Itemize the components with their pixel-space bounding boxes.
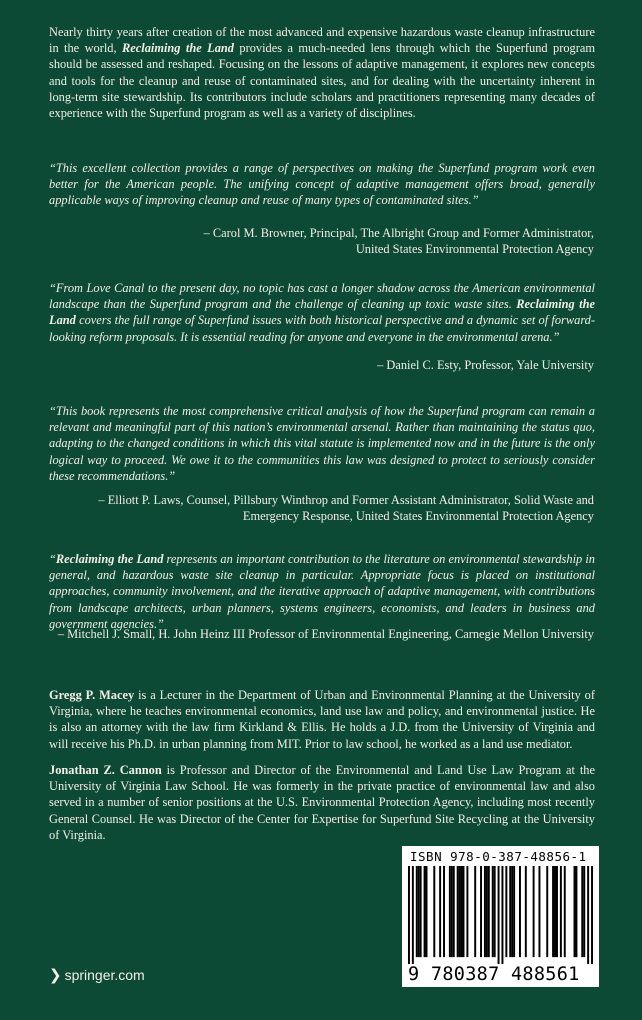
barcode-bar xyxy=(457,866,459,957)
barcode-bar xyxy=(560,866,562,957)
barcode-bar xyxy=(575,866,577,957)
barcode-bar xyxy=(509,866,511,957)
barcode-bar xyxy=(426,866,428,957)
barcode-bar xyxy=(451,866,453,957)
attribution-line: – Elliott P. Laws, Counsel, Pillsbury Winthrop and Former Assistant Administrator, Solid Waste and xyxy=(98,493,594,507)
barcode-bar xyxy=(486,866,488,957)
barcode-bar xyxy=(416,866,418,957)
barcode-bar xyxy=(463,866,465,957)
quote-text: represents an important contribution to the literature on environmental stewardship in general, and hazardous waste site cleanup in particular. Appropriate focus is placed on institutional approaches, community involvement, and the iterative approach of adaptive management, with contributions from landscape architects, urban planners, systems engineers, economists, and leaders in business and government agencies.” xyxy=(49,552,595,631)
book-title-ref: Reclaiming the Land xyxy=(121,41,234,56)
endorsement-quote-small xyxy=(49,551,595,632)
attribution-line: – Carol M. Browner, Principal, The Albright Group and Former Administrator, xyxy=(203,226,594,240)
ean-digits: 9 780387 488561 xyxy=(408,964,580,985)
barcode-bar xyxy=(538,866,540,957)
barcode-bar xyxy=(439,866,441,957)
barcode-bar xyxy=(488,866,490,957)
endorsement-attribution-small xyxy=(34,626,594,642)
attribution-line: Emergency Response, United States Environmental Protection Agency xyxy=(242,509,594,524)
bio-text: is a Lecturer in the Department of Urban and Environmental Planning at the University of Virginia, where he teaches environmental economics, land use law and policy, and environmental justice. He is also an attorney with the law firm Kirkland & Ellis. He holds a J.D. from the University of Virginia and will receive his Ph.D. in urban planning from MIT. Prior to law school, he worked as a land use mediator. xyxy=(49,688,595,751)
barcode-bar xyxy=(412,866,414,964)
barcode-bar xyxy=(494,866,496,957)
barcode-bar xyxy=(443,866,445,957)
barcode-bar xyxy=(556,866,558,957)
barcode-bar xyxy=(519,866,521,957)
barcode-bar xyxy=(474,866,476,957)
isbn-label: ISBN 978-0-387-48856-1 xyxy=(410,849,587,864)
barcode-bar xyxy=(449,866,451,957)
barcode-bar xyxy=(453,866,455,957)
barcode-bar xyxy=(581,866,583,957)
barcode-bars xyxy=(408,866,593,964)
barcode-bar xyxy=(424,866,426,957)
endorsement-quote-esty xyxy=(49,280,595,345)
endorsement-quote-laws: “This book represents the most comprehensive critical analysis of how the Superfund program can remain a relevant and meaningful part of this nation’s environmental arsenal. Rather than maintaining the status quo, adapting to the changed conditions in which this vital statute is implemented now and in the future is the only logical way to proceed. We owe it to the communities this law was designed to protect to seriously consider these recommendations.” xyxy=(49,404,595,483)
endorsement-quote-browner: “This excellent collection provides a range of perspectives on making the Superfund program work even better for the American people. The unifying concept of adaptive management offers broad, generally applicable ways of improving cleanup and reuse of many types of contaminated sites.” xyxy=(49,161,595,208)
barcode-bar xyxy=(433,866,435,957)
author-bio-macey xyxy=(49,687,595,752)
barcode-bar xyxy=(466,866,468,957)
attribution-line: United States Environmental Protection Agency xyxy=(355,242,594,257)
barcode-bar xyxy=(501,866,503,964)
book-title-ref: Reclaiming the Land xyxy=(55,552,164,566)
barcode-bar xyxy=(533,866,535,957)
barcode-bar xyxy=(480,866,482,957)
barcode-bar xyxy=(546,866,548,957)
author-name: Gregg P. Macey xyxy=(49,688,135,702)
endorsement-attribution-browner xyxy=(74,225,594,257)
barcode-bar xyxy=(408,866,410,964)
barcode-bar xyxy=(552,866,554,957)
barcode-bar xyxy=(513,866,515,957)
bio-text: is Professor and Director of the Environmental and Land Use Law Program at the University of Virginia Law School. He was formerly in the private practice of environmental law and also served in a number of senior positions at the U.S. Environmental Protection Agency, including most recently General Counsel. He was Director of the Center for Expertise for Superfund Site Recycling at the University of Virginia. xyxy=(49,763,595,842)
barcode-bar xyxy=(591,866,593,964)
chevron-right-icon: ❯ xyxy=(49,967,62,984)
book-title-ref: Reclaiming the Land xyxy=(49,297,595,328)
quote-text: covers the full range of Superfund issues with both historical perspective and a dynamic set of forward-looking reform proposals. It is essential reading for anyone and everyone in the environmental arena.” xyxy=(49,313,595,344)
barcode-bar xyxy=(418,866,420,957)
publisher-url: springer.com xyxy=(64,967,145,983)
attribution-line: – Mitchell J. Small, H. John Heinz III Professor of Environmental Engineering, Carnegie Mellon University xyxy=(57,627,594,641)
isbn-barcode xyxy=(402,846,599,987)
barcode-bar xyxy=(554,866,556,957)
barcode-bar xyxy=(587,866,589,964)
barcode-bar xyxy=(583,866,585,957)
barcode-bar xyxy=(498,866,500,964)
barcode-bar xyxy=(525,866,527,957)
barcode-bar xyxy=(459,866,461,957)
quote-text: “ xyxy=(49,552,56,566)
author-name: Jonathan Z. Cannon xyxy=(49,763,162,777)
book-description xyxy=(49,24,595,121)
author-bio-cannon xyxy=(49,762,595,843)
barcode-bar xyxy=(564,866,566,957)
publisher-link[interactable] xyxy=(49,966,145,984)
intro-text-2: provides a much-needed lens through which the Superfund program should be assessed and reshaped. Focusing on the lessons of adaptive management, it explores new concepts and tools for the cleanup and reuse of contaminated sites, and for dealing with the uncertainty inherent in long-term site stewardship. Its contributors include scholars and practitioners representing many decades of experience with the Superfund program as well as a variety of disciplines. xyxy=(49,41,596,121)
barcode-bar xyxy=(492,866,494,957)
barcode-bar xyxy=(511,866,513,957)
intro-text-1: Nearly thirty years after creation of the most advanced and expensive hazardous waste cleanup infrastructure in the world, xyxy=(49,25,595,56)
barcode-bar xyxy=(461,866,463,957)
attribution-line: – Daniel C. Esty, Professor, Yale University xyxy=(377,358,594,372)
barcode-bar xyxy=(505,866,507,957)
barcode-bar xyxy=(574,866,576,957)
endorsement-attribution-esty xyxy=(74,357,594,373)
barcode-bar xyxy=(420,866,422,957)
barcode-bar xyxy=(484,866,486,957)
endorsement-attribution-laws xyxy=(74,492,594,524)
quote-text: “From Love Canal to the present day, no topic has cast a longer shadow across the American environmental landscape than the Superfund program and the challenge of cleaning up toxic waste sites. xyxy=(49,281,595,312)
